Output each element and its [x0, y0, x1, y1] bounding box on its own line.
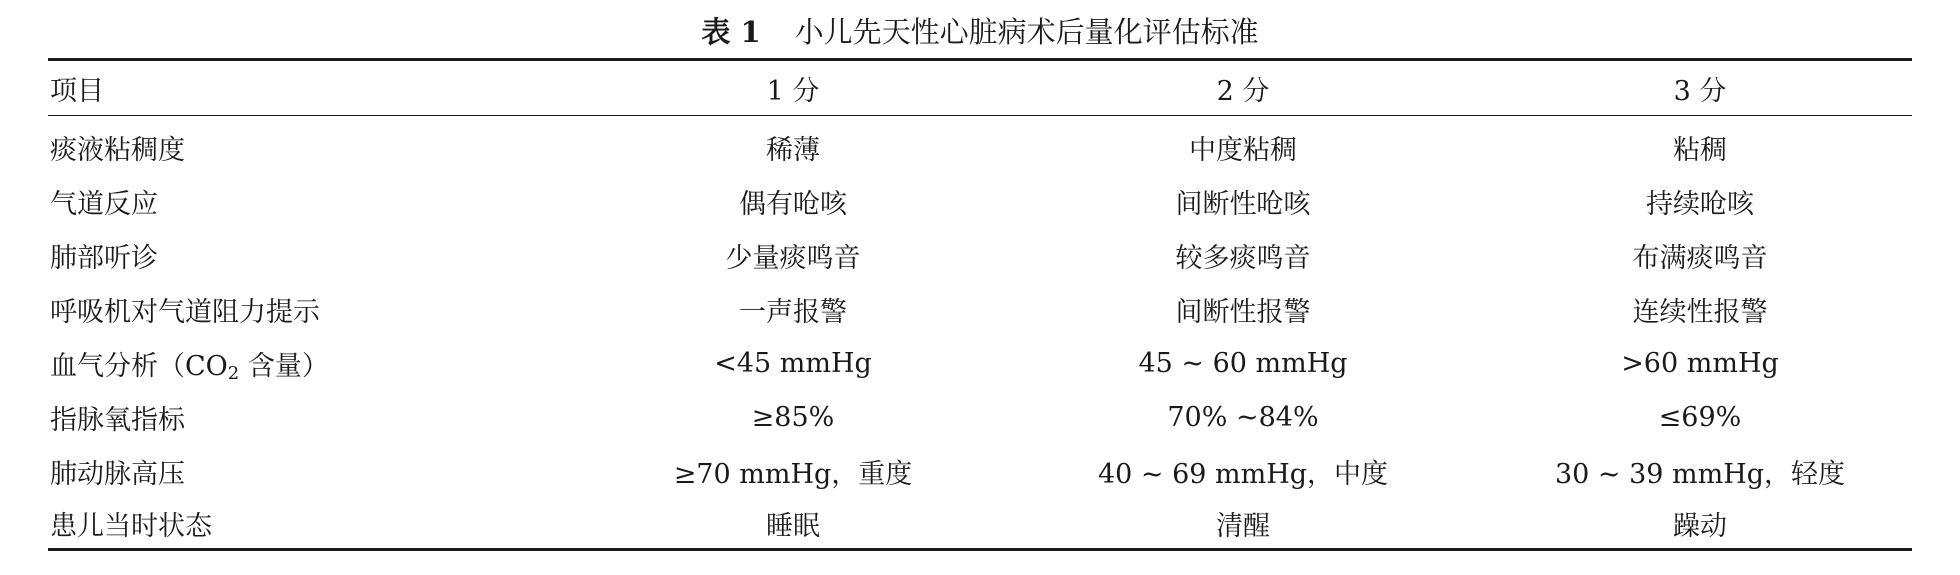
- table-row: [48, 116, 1912, 175]
- score-2-cell: 较多痰鸣音: [1175, 242, 1311, 274]
- score-2-cell: 清醒: [1216, 510, 1270, 542]
- table-container: [48, 58, 1912, 551]
- row-item: 呼吸机对气道阻力提示: [50, 296, 320, 328]
- score-1-cell: 偶有呛咳: [739, 188, 847, 220]
- score-1-cell: ≥85%: [751, 401, 835, 433]
- table-row: [48, 228, 1912, 282]
- score-3-cell: 连续性报警: [1632, 296, 1768, 328]
- score-1-cell: <45 mmHg: [714, 347, 872, 379]
- table-number: 表 1: [701, 15, 761, 49]
- score-3-cell: 布满痰鸣音: [1632, 242, 1768, 274]
- table-caption: [0, 10, 1960, 54]
- row-item-suffix: 含量）: [239, 350, 329, 382]
- row-item: 肺动脉高压: [50, 458, 185, 490]
- row-item: [48, 336, 588, 390]
- header-item: 项目: [50, 75, 104, 107]
- assessment-table: [48, 58, 1912, 551]
- score-2-cell: 45 ~ 60 mmHg: [1138, 347, 1348, 379]
- score-3-cell: >60 mmHg: [1621, 347, 1779, 379]
- table-row: [48, 174, 1912, 228]
- score-3-cell: 躁动: [1673, 510, 1727, 542]
- table-row: [48, 336, 1912, 390]
- score-3-cell: ≤69%: [1658, 401, 1742, 433]
- score-1-cell: 稀薄: [766, 134, 820, 166]
- row-item: 肺部听诊: [50, 242, 158, 274]
- table-header-row: [48, 60, 1912, 116]
- table-row: [48, 498, 1912, 550]
- row-item: 痰液粘稠度: [50, 134, 185, 166]
- table-row: [48, 390, 1912, 444]
- score-2-cell: 中度粘稠: [1189, 134, 1297, 166]
- row-item-prefix: 血气分析（CO: [50, 350, 228, 382]
- score-1-cell: 少量痰鸣音: [725, 242, 861, 274]
- score-2-cell: 间断性呛咳: [1175, 188, 1311, 220]
- table-row: [48, 282, 1912, 336]
- row-item: 气道反应: [50, 188, 158, 220]
- score-1-cell: 一声报警: [739, 296, 847, 328]
- score-3-cell: 30 ~ 39 mmHg，轻度: [1554, 458, 1846, 490]
- score-1-cell: 睡眠: [766, 510, 820, 542]
- row-item-subscript: 2: [227, 362, 240, 384]
- header-score-1: 1 分: [766, 75, 820, 107]
- score-2-cell: 间断性报警: [1175, 296, 1311, 328]
- header-score-3: 3 分: [1673, 75, 1727, 107]
- score-3-cell: 粘稠: [1673, 134, 1727, 166]
- row-item: 指脉氧指标: [50, 404, 185, 436]
- score-2-cell: 40 ~ 69 mmHg，中度: [1097, 458, 1389, 490]
- row-item: 患儿当时状态: [50, 510, 212, 542]
- score-2-cell: 70% ~84%: [1167, 401, 1319, 433]
- table-title: 小儿先天性心脏病术后量化评估标准: [794, 15, 1259, 49]
- score-1-cell: ≥70 mmHg，重度: [673, 458, 913, 490]
- header-score-2: 2 分: [1216, 75, 1270, 107]
- score-3-cell: 持续呛咳: [1646, 188, 1754, 220]
- table-row: [48, 444, 1912, 498]
